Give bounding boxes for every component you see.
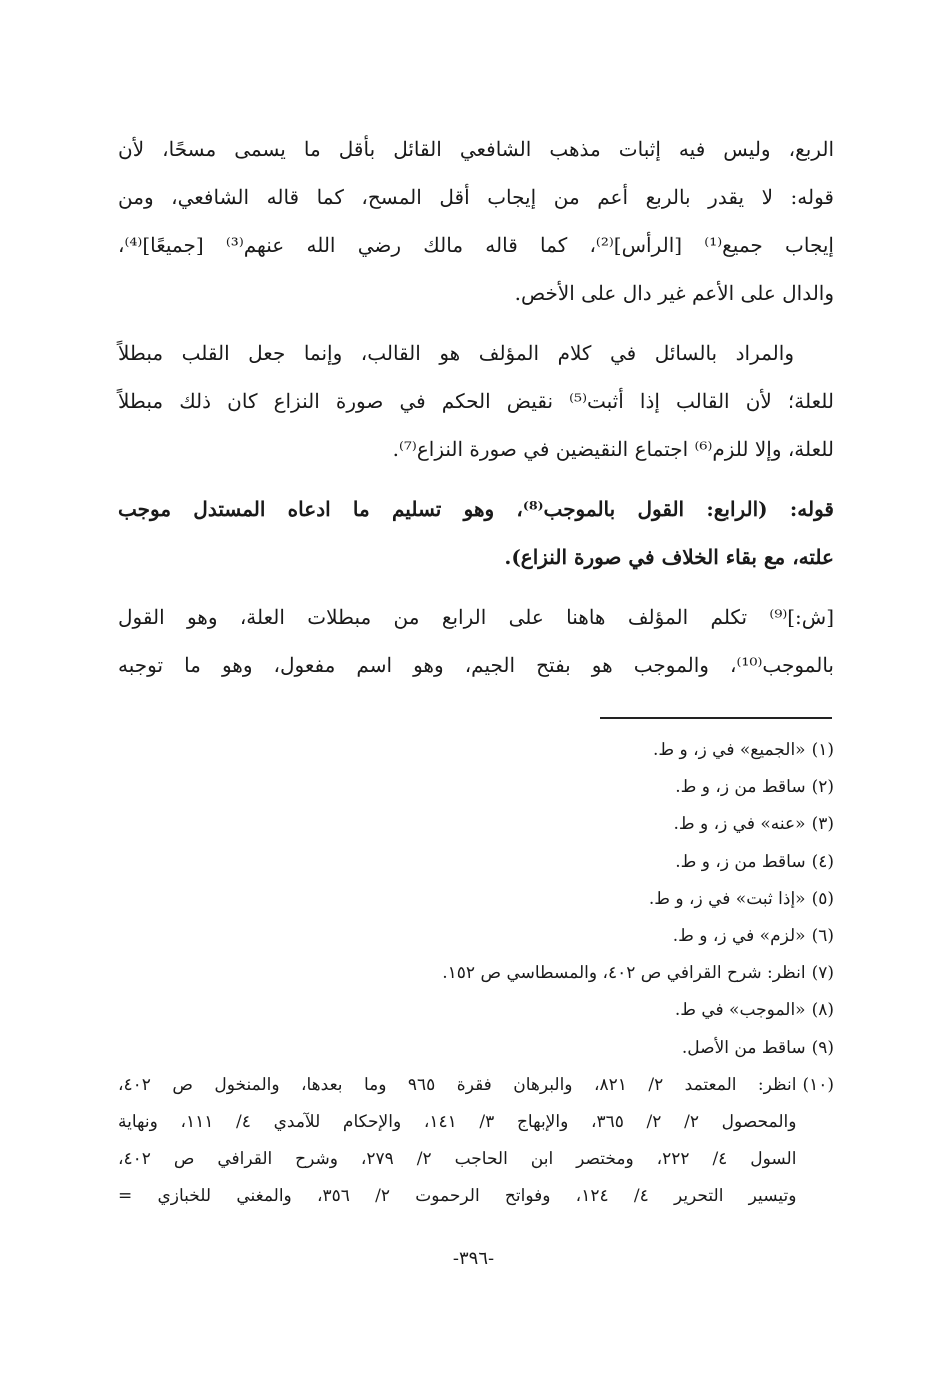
footnote-number: (٦) <box>811 926 834 947</box>
text-line: قوله: لا يقدر بالربع أعم من إيجاب أقل المسح، كما قاله الشافعي، ومن <box>118 185 834 209</box>
footnote-text: «عنه» في ز، و ط. <box>673 814 806 835</box>
footnotes <box>118 732 834 1216</box>
text-line: إيجاب جميع⁽¹⁾ [الرأس]⁽²⁾، كما قاله مالك رضي الله عنهم⁽³⁾ [جميعًا]⁽⁴⁾، <box>118 233 834 257</box>
text-line: والدال على الأعم غير دال على الأخص. <box>514 281 834 305</box>
footnote <box>118 806 834 843</box>
text-line: والمراد بالسائل في كلام المؤلف هو القالب، وإنما جعل القلب مبطلاً <box>118 341 794 365</box>
footnote-text: انظر: شرح القرافي ص ٤٠٢، والمسطاسي ص ١٥٢. <box>442 963 806 984</box>
main-text <box>118 125 834 701</box>
text-line: للعلة؛ لأن القالب إذا أثبت⁽⁵⁾ نقيض الحكم في صورة النزاع كان ذلك مبطلاً <box>118 389 834 413</box>
footnote-line: وتيسير التحرير ٤/ ١٢٤، وفواتح الرحموت ٢/ ٣٥٦، والمغني للخبازي = <box>118 1186 797 1207</box>
footnote-line: السول ٤/ ٢٢٢، ومختصر ابن الحاجب ٢/ ٢٧٩، وشرح القرافي ص ٤٠٢، <box>118 1149 797 1170</box>
text-line: [ش:]⁽⁹⁾ تكلم المؤلف هاهنا على الرابع من مبطلات العلة، وهو القول <box>118 605 835 629</box>
footnote <box>118 918 834 955</box>
page-number: -٣٩٦- <box>452 1248 495 1269</box>
footnote-line: والمحصول ٢/ ٢/ ٣٦٥، والإبهاج ٣/ ١٤١، والإحكام للآمدي ٤/ ١١١، ونهاية <box>118 1112 797 1133</box>
footnote-text: «الموجب» في ط. <box>674 1000 806 1021</box>
quoted-statement <box>118 485 834 581</box>
footnote <box>118 1030 834 1067</box>
text-line: الربع، وليس فيه إثبات مذهب الشافعي القائل بأقل ما يسمى مسحًا، لأن <box>118 137 834 161</box>
footnote-text: «الجميع» في ز، و ط. <box>652 740 806 760</box>
text-line: للعلة، وإلا للزم⁽⁶⁾ اجتماع النقيضين في صورة النزاع⁽⁷⁾. <box>392 437 834 461</box>
footnote-number: (٨) <box>811 1000 834 1021</box>
footnote <box>118 1067 834 1216</box>
footnote <box>118 769 834 806</box>
footnote <box>118 992 834 1029</box>
paragraph-3 <box>118 593 834 689</box>
footnote <box>118 955 834 992</box>
footnote-number: (٤) <box>811 851 834 872</box>
footnote-number: (٢) <box>811 777 834 798</box>
footnote <box>118 844 834 881</box>
footnote-text: «إذا ثبت» في ز، و ط. <box>648 888 806 909</box>
footnote-number: (١٠) <box>802 1074 834 1095</box>
footnote-number: (٧) <box>811 963 834 984</box>
footnote-separator <box>600 717 832 719</box>
footnote-text: «لزم» في ز، و ط. <box>672 926 806 947</box>
text-line: بالموجب⁽¹⁰⁾، والموجب هو بفتح الجيم، وهو اسم مفعول، وهو ما توجبه <box>118 653 834 677</box>
footnote-number: (١) <box>811 740 834 760</box>
footnote-text: ساقط من ز، و ط. <box>675 777 806 798</box>
paragraph-2 <box>118 329 834 473</box>
text-line: علته، مع بقاء الخلاف في صورة النزاع). <box>504 545 834 569</box>
footnote-number: (٩) <box>811 1037 834 1058</box>
footnote-text: ساقط من ز، و ط. <box>675 851 806 872</box>
footnote-number: (٥) <box>811 888 834 909</box>
paragraph-1 <box>118 125 834 317</box>
footnote <box>118 732 834 769</box>
text-line: قوله: (الرابع: القول بالموجب⁽⁸⁾، وهو تسليم ما ادعاه المستدل موجب <box>118 497 834 521</box>
footnote <box>118 881 834 918</box>
footnote-line: انظر: المعتمد ٢/ ٨٢١، والبرهان فقرة ٩٦٥ وما بعدها، والمنخول ص ٤٠٢، <box>118 1074 797 1095</box>
footnote-number: (٣) <box>811 814 834 835</box>
footnote-text <box>118 1067 796 1216</box>
footnote-text: ساقط من الأصل. <box>681 1037 806 1058</box>
